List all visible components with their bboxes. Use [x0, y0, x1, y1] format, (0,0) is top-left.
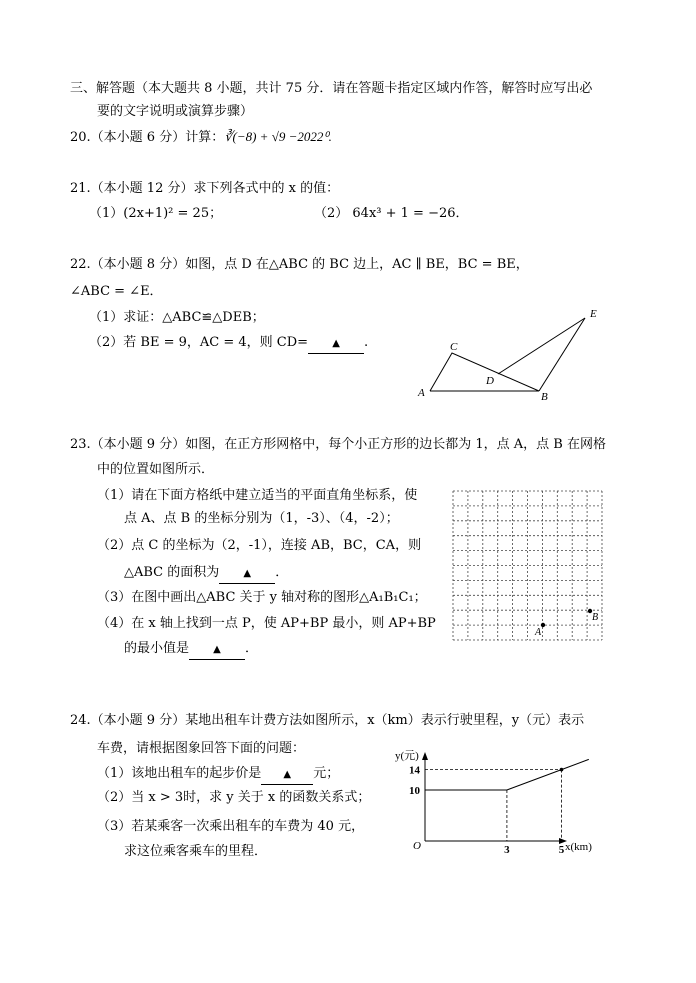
q24-start-fare-blank: ▲ — [261, 766, 313, 785]
label-a: A — [418, 387, 425, 399]
q23-part4b-text: 的最小值是 — [124, 641, 190, 656]
segment-de — [498, 318, 585, 374]
q23-part2b-text: △ABC 的面积为 — [124, 565, 220, 580]
q22-part2-text: （2）若 BE = 9，AC = 4，则 CD= — [89, 335, 309, 350]
q23-part2a: （2）点 C 的坐标为（2，-1），连接 AB，BC，CA，则 — [97, 538, 422, 553]
segment-be — [539, 318, 585, 391]
y-tick-14: 14 — [409, 764, 420, 777]
section-heading: 三、解答题（本大题共 8 小题，共计 75 分．请在答题卡指定区域内作答，解答时应写出必 — [70, 81, 593, 96]
label-e: E — [590, 308, 597, 320]
q23-part4a: （4）在 x 轴上找到一点 P，使 AP+BP 最小，则 AP+BP — [97, 616, 436, 631]
q23-area-blank: ▲ — [219, 565, 275, 584]
point-a — [541, 623, 545, 627]
label-c: C — [450, 341, 458, 353]
q23-part1a: （1）请在下面方格纸中建立适当的平面直角坐标系，使 — [97, 488, 418, 503]
q22-figure — [410, 300, 610, 410]
q23-min-blank: ▲ — [189, 641, 245, 660]
q23-grid — [450, 488, 610, 644]
y-axis-arrow — [422, 752, 428, 760]
q20 — [70, 128, 332, 147]
section-heading-cont: 要的文字说明或演算步骤） — [97, 104, 254, 119]
q23-part3: （3）在图中画出△ABC 关于 y 轴对称的图形△A₁B₁C₁； — [97, 590, 427, 605]
y-tick-10: 10 — [409, 785, 420, 797]
fare-chart — [385, 740, 595, 855]
q24-part3b: 求这位乘客乘车的里程． — [124, 844, 268, 859]
q22-stem: 22.（本小题 8 分）如图，点 D 在△ABC 的 BC 边上，AC ∥ BE，BC = BE， — [70, 257, 529, 272]
x-tick-5: 5 — [558, 844, 565, 855]
q22-part1: （1）求证：△ABC≌△DEB； — [89, 310, 265, 325]
q22-stem2: ∠ABC = ∠E． — [70, 284, 163, 299]
q22-part2: （2）若 BE = 9，AC = 4，则 CD= ▲ . — [89, 334, 368, 354]
label-point-a: A — [535, 627, 542, 638]
q23-stem2: 中的位置如图所示． — [97, 462, 215, 477]
q24-part1-text: （1）该地出租车的起步价是 — [97, 766, 262, 781]
q21-part2: （2） 64x³ + 1 = −26． — [314, 206, 469, 221]
q23-part4b: 的最小值是 ▲ ． — [124, 640, 258, 660]
q24-stem: 24.（本小题 9 分）某地出租车计费方法如图所示，x（km）表示行驶里程，y（元）表示 — [70, 713, 585, 728]
grid-lines — [453, 491, 602, 640]
q24-stem2: 车费，请根据图象回答下面的问题： — [97, 741, 306, 756]
q23-stem: 23.（本小题 9 分）如图，在正方形网格中，每个小正方形的边长都为 1，点 A，点 B 在网格 — [70, 437, 606, 452]
q20-expr: ∛(−8) + √9 −2022⁰. — [224, 129, 332, 144]
q24-part3a: （3）若某乘客一次乘出租车的车费为 40 元， — [97, 819, 365, 834]
origin-label: O — [413, 840, 421, 852]
q21-stem: 21.（本小题 12 分）求下列各式中的 x 的值： — [70, 181, 340, 196]
q20-prefix: 20.（本小题 6 分）计算： — [70, 130, 225, 145]
q23-part2b: △ABC 的面积为 ▲ ． — [124, 564, 288, 584]
q22-answer-blank: ▲ — [308, 335, 364, 354]
fare-series-line — [425, 759, 589, 790]
q24-part1 — [97, 765, 339, 785]
label-b: B — [541, 391, 548, 403]
x-tick-3: 3 — [504, 844, 510, 855]
q21-part1: （1）(2x+1)² = 25； — [89, 206, 223, 221]
label-d: D — [486, 375, 494, 387]
q24-part2: （2）当 x > 3时，求 y 关于 x 的函数关系式； — [97, 790, 371, 805]
q24-part1-unit: 元； — [313, 766, 340, 781]
x-axis-label: x(km) — [565, 841, 592, 853]
guide-lines — [425, 768, 563, 841]
q23-part1b: 点 A、点 B 的坐标分别为（1，-3）、（4，-2）； — [124, 511, 399, 526]
y-axis-label: y(元) — [395, 750, 419, 762]
label-point-b: B — [592, 612, 599, 623]
